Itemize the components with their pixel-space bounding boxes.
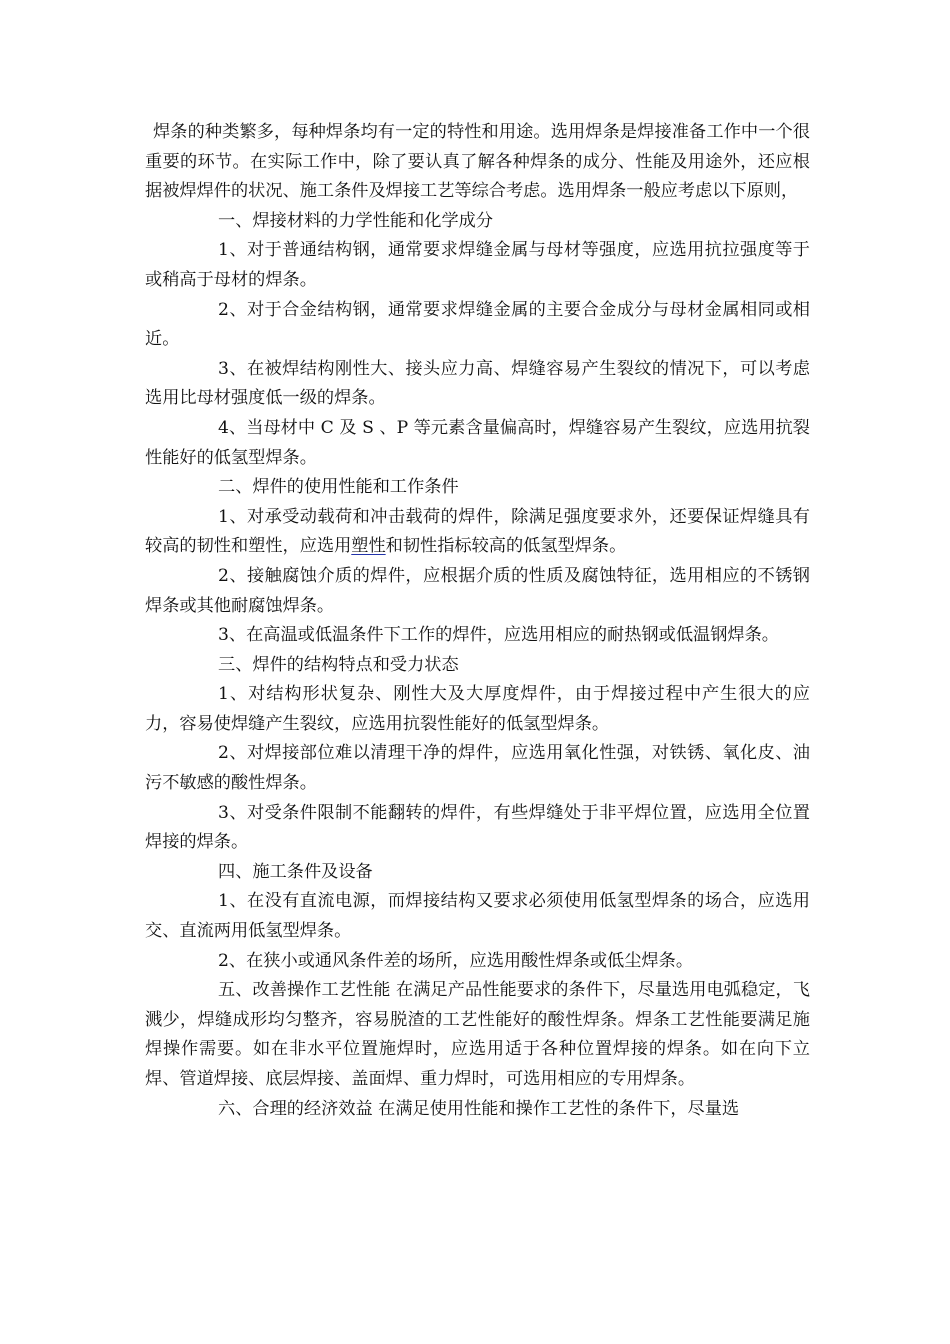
section-1-item-2: 2、对于合金结构钢，通常要求焊缝金属的主要合金成分与母材金属相同或相近。 xyxy=(145,299,810,350)
section-1-item-4: 4、当母材中 C 及 S 、P 等元素含量偏高时，焊缝容易产生裂纹，应选用抗裂性能好的低氢型焊条。 xyxy=(145,417,810,468)
section-4-item-1: 1、在没有直流电源，而焊接结构又要求必须使用低氢型焊条的场合，应选用交、直流两用低氢型焊条。 xyxy=(145,891,810,942)
plasticity-link[interactable]: 塑性 xyxy=(351,536,386,557)
section-3-heading: 三、焊件的结构特点和受力状态 xyxy=(218,654,459,675)
document-body xyxy=(145,118,810,1124)
section-3-item-3: 3、对受条件限制不能翻转的焊件，有些焊缝处于非平焊位置，应选用全位置焊接的焊条。 xyxy=(145,802,810,853)
section-5-paragraph: 五、改善操作工艺性能 在满足产品性能要求的条件下，尽量选用电弧稳定，飞溅少，焊缝成形均匀整齐，容易脱渣的工艺性能好的酸性焊条。焊条工艺性能要满足施焊操作需要。如在非水平位置施焊时，应选用适于各种位置焊接的焊条。如在向下立焊、管道焊接、底层焊接、盖面焊、重力焊时，可选用相应的专用焊条。 xyxy=(145,980,810,1089)
section-2-item-1-text-before: 1、对承受动载荷和冲击载荷的焊件，除满足强度要求外，还要保证焊缝具有较高的韧性和塑性，应选用 xyxy=(145,506,810,557)
section-3-item-1: 1、对结构形状复杂、刚性大及大厚度焊件，由于焊接过程中产生很大的应力，容易使焊缝产生裂纹，应选用抗裂性能好的低氢型焊条。 xyxy=(145,684,810,734)
section-2-item-2: 2、接触腐蚀介质的焊件，应根据介质的性质及腐蚀特征，选用相应的不锈钢焊条或其他耐腐蚀焊条。 xyxy=(145,565,810,616)
section-1-item-1: 1、对于普通结构钢，通常要求焊缝金属与母材等强度，应选用抗拉强度等于或稍高于母材的焊条。 xyxy=(145,240,810,290)
section-1-item-3: 3、在被焊结构刚性大、接头应力高、焊缝容易产生裂纹的情况下，可以考虑选用比母材强度低一级的焊条。 xyxy=(145,358,810,409)
section-2-item-1 xyxy=(145,503,810,562)
section-4-item-2: 2、在狭小或通风条件差的场所，应选用酸性焊条或低尘焊条。 xyxy=(218,950,694,971)
section-6-paragraph: 六、合理的经济效益 在满足使用性能和操作工艺性的条件下，尽量选 xyxy=(218,1098,740,1119)
section-2-item-1-text-after: 和韧性指标较高的低氢型焊条。 xyxy=(385,536,627,557)
section-2-heading: 二、焊件的使用性能和工作条件 xyxy=(218,477,459,498)
section-3-item-2: 2、对焊接部位难以清理干净的焊件，应选用氧化性强，对铁锈、氧化皮、油污不敏感的酸性焊条。 xyxy=(145,743,810,794)
section-4-heading: 四、施工条件及设备 xyxy=(218,861,373,882)
section-1-heading: 一、焊接材料的力学性能和化学成分 xyxy=(218,210,494,231)
intro-paragraph: 焊条的种类繁多，每种焊条均有一定的特性和用途。选用焊条是焊接准备工作中一个很重要的环节。在实际工作中，除了要认真了解各种焊条的成分、性能及用途外，还应根据被焊焊件的状况、施工条件及焊接工艺等综合考虑。选用焊条一般应考虑以下原则， xyxy=(145,122,810,202)
section-2-item-3: 3、在高温或低温条件下工作的焊件，应选用相应的耐热钢或低温钢焊条。 xyxy=(218,625,779,646)
